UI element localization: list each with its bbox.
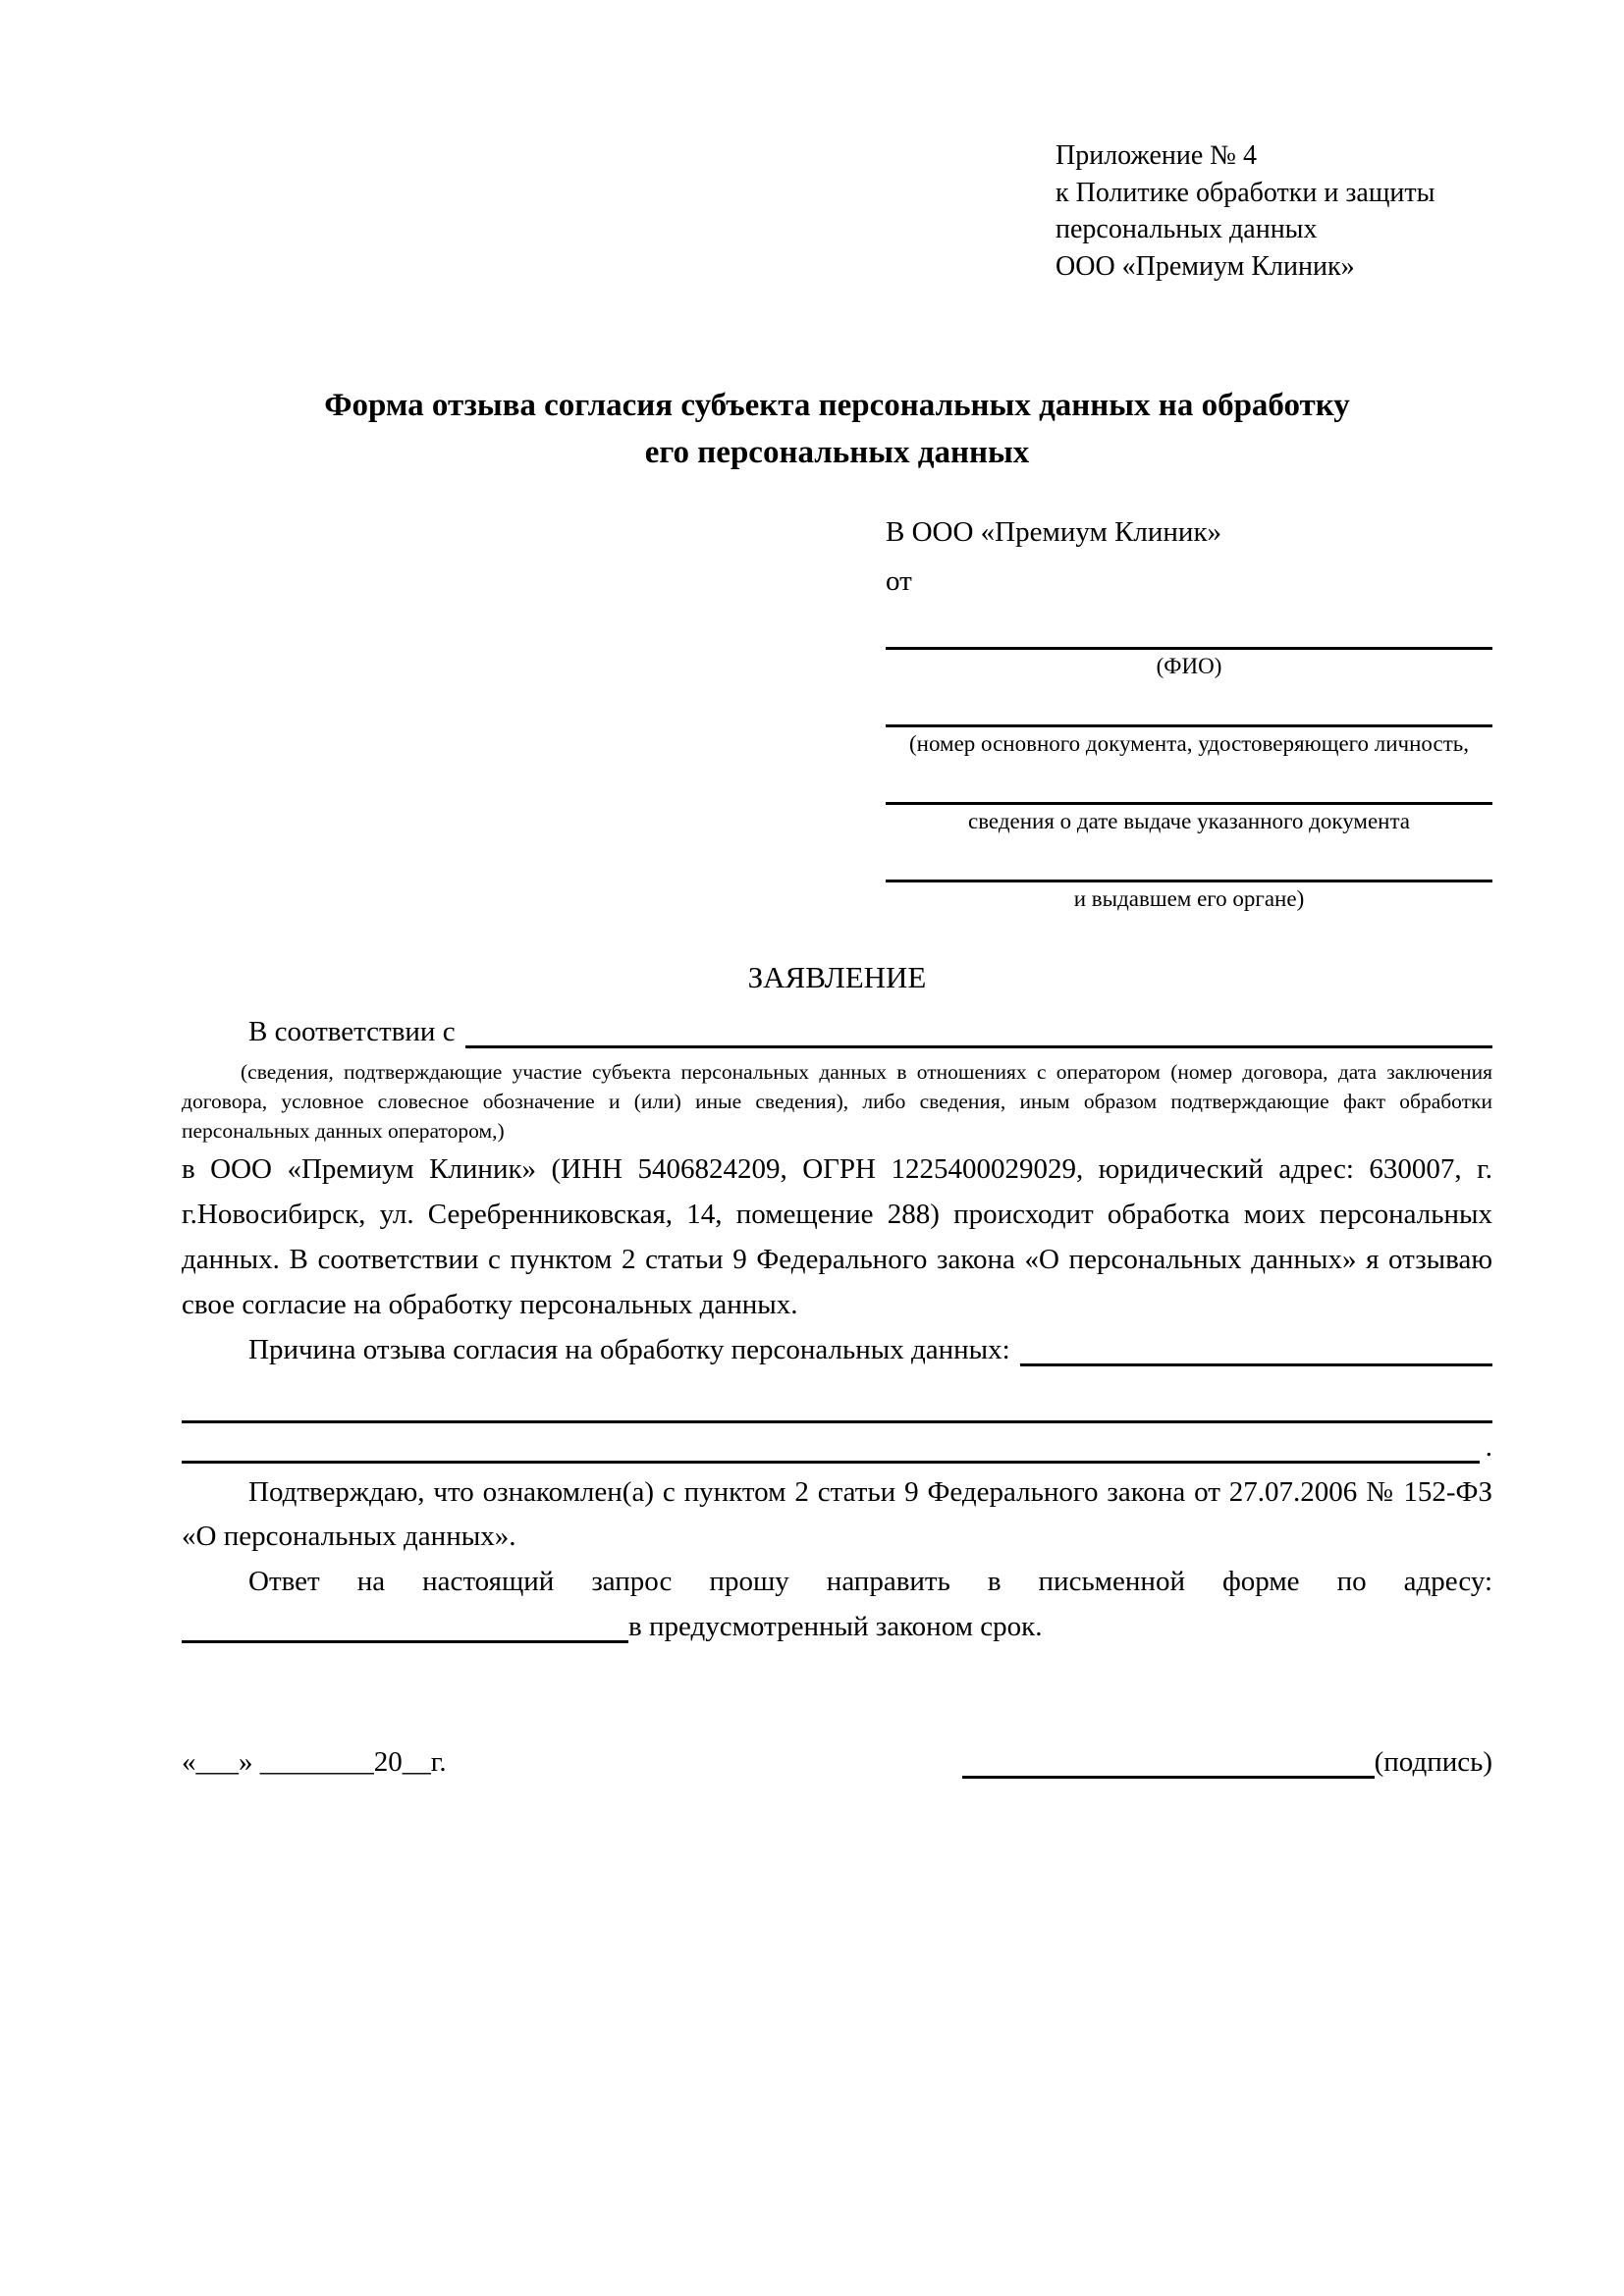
appendix-line: к Политике обработки и защиты xyxy=(1056,177,1435,208)
appendix-note xyxy=(1056,137,1492,285)
recipient-to: В ООО «Премиум Клиник» xyxy=(886,515,1222,548)
reason-continuation-line-2 xyxy=(182,1423,1492,1470)
statement-intro-blank-line xyxy=(465,1045,1492,1048)
reason-continuation-line-1 xyxy=(182,1373,1492,1423)
reply-term-line xyxy=(182,1605,1492,1650)
appendix-line: Приложение № 4 xyxy=(1056,140,1257,171)
statement-intro-line xyxy=(182,1010,1492,1055)
signature-field xyxy=(962,1740,1492,1786)
fio-label: (ФИО) xyxy=(1156,654,1222,679)
reason-blank-line xyxy=(1020,1363,1492,1366)
footer-row xyxy=(182,1740,1492,1786)
appendix-line: персональных данных xyxy=(1056,214,1318,245)
recipient-block xyxy=(886,510,1492,914)
reason-continuation-blank xyxy=(182,1461,1480,1464)
document-number-label: (номер основного документа, удостоверяющего личность, xyxy=(908,731,1469,757)
form-title-line2: его персональных данных xyxy=(644,434,1030,470)
statement-heading: ЗАЯВЛЕНИЕ xyxy=(747,960,927,995)
issuing-authority-field xyxy=(886,850,1492,914)
reply-address-blank-line xyxy=(182,1640,628,1643)
fio-field xyxy=(886,617,1492,681)
signature-label: (подпись) xyxy=(1374,1745,1492,1778)
issue-date-blank-line xyxy=(886,773,1492,805)
reason-line xyxy=(182,1328,1492,1373)
issuing-authority-blank-line xyxy=(886,850,1492,882)
confirmation-paragraph: Подтверждаю, что ознакомлен(а) с пунктом 2 статьи 9 Федерального закона от 27.07.2006 № 152-ФЗ «О персональных данных». xyxy=(182,1475,1492,1553)
appendix-line: ООО «Премиум Клиник» xyxy=(1056,250,1355,282)
reason-label: Причина отзыва согласия на обработку персональных данных: xyxy=(248,1333,1010,1365)
issuing-authority-label: и выдавшем его органе) xyxy=(1073,885,1305,911)
line-end-period: . xyxy=(1485,1430,1492,1463)
document-number-blank-line xyxy=(886,695,1492,727)
document-number-field xyxy=(886,695,1492,759)
reply-term-text: в предусмотренный законом срок. xyxy=(628,1610,1043,1642)
form-title xyxy=(182,383,1492,477)
reply-address-line: Ответ на настоящий запрос прошу направить в письменной форме по адресу: xyxy=(248,1566,1492,1598)
fio-blank-line xyxy=(886,617,1492,650)
signature-blank-line xyxy=(962,1776,1375,1779)
form-title-line1: Форма отзыва согласия субъекта персональных данных на обработку xyxy=(324,388,1350,424)
statement-body: в ООО «Премиум Клиник» (ИНН 5406824209, ОГРН 1225400029029, юридический адрес: 630007, г. г.Новосибирск, ул. Серебренниковская, 14, помещение 288) происходит обработка моих персональных данных. В соответствии с пунктом 2 статьи 9 Федерального закона «О персональных данных» я отзываю свое согласие на обработку персональных данных. xyxy=(182,1153,1492,1320)
issue-date-label: сведения о дате выдаче указанного документа xyxy=(967,808,1411,833)
issue-date-field xyxy=(886,773,1492,836)
statement-intro-label: В соответствии с xyxy=(248,1016,456,1048)
statement-footnote: (сведения, подтверждающие участие субъекта персональных данных в отношениях с оператором (номер договора, дата заключения договора, условное словесное обозначение и (или) иные сведения), либо сведения, иным образом подтверждающие факт обработки персональных данных оператором,) xyxy=(182,1060,1492,1144)
recipient-from: от xyxy=(886,564,912,597)
date-field: «___» ________20__г. xyxy=(182,1745,447,1778)
